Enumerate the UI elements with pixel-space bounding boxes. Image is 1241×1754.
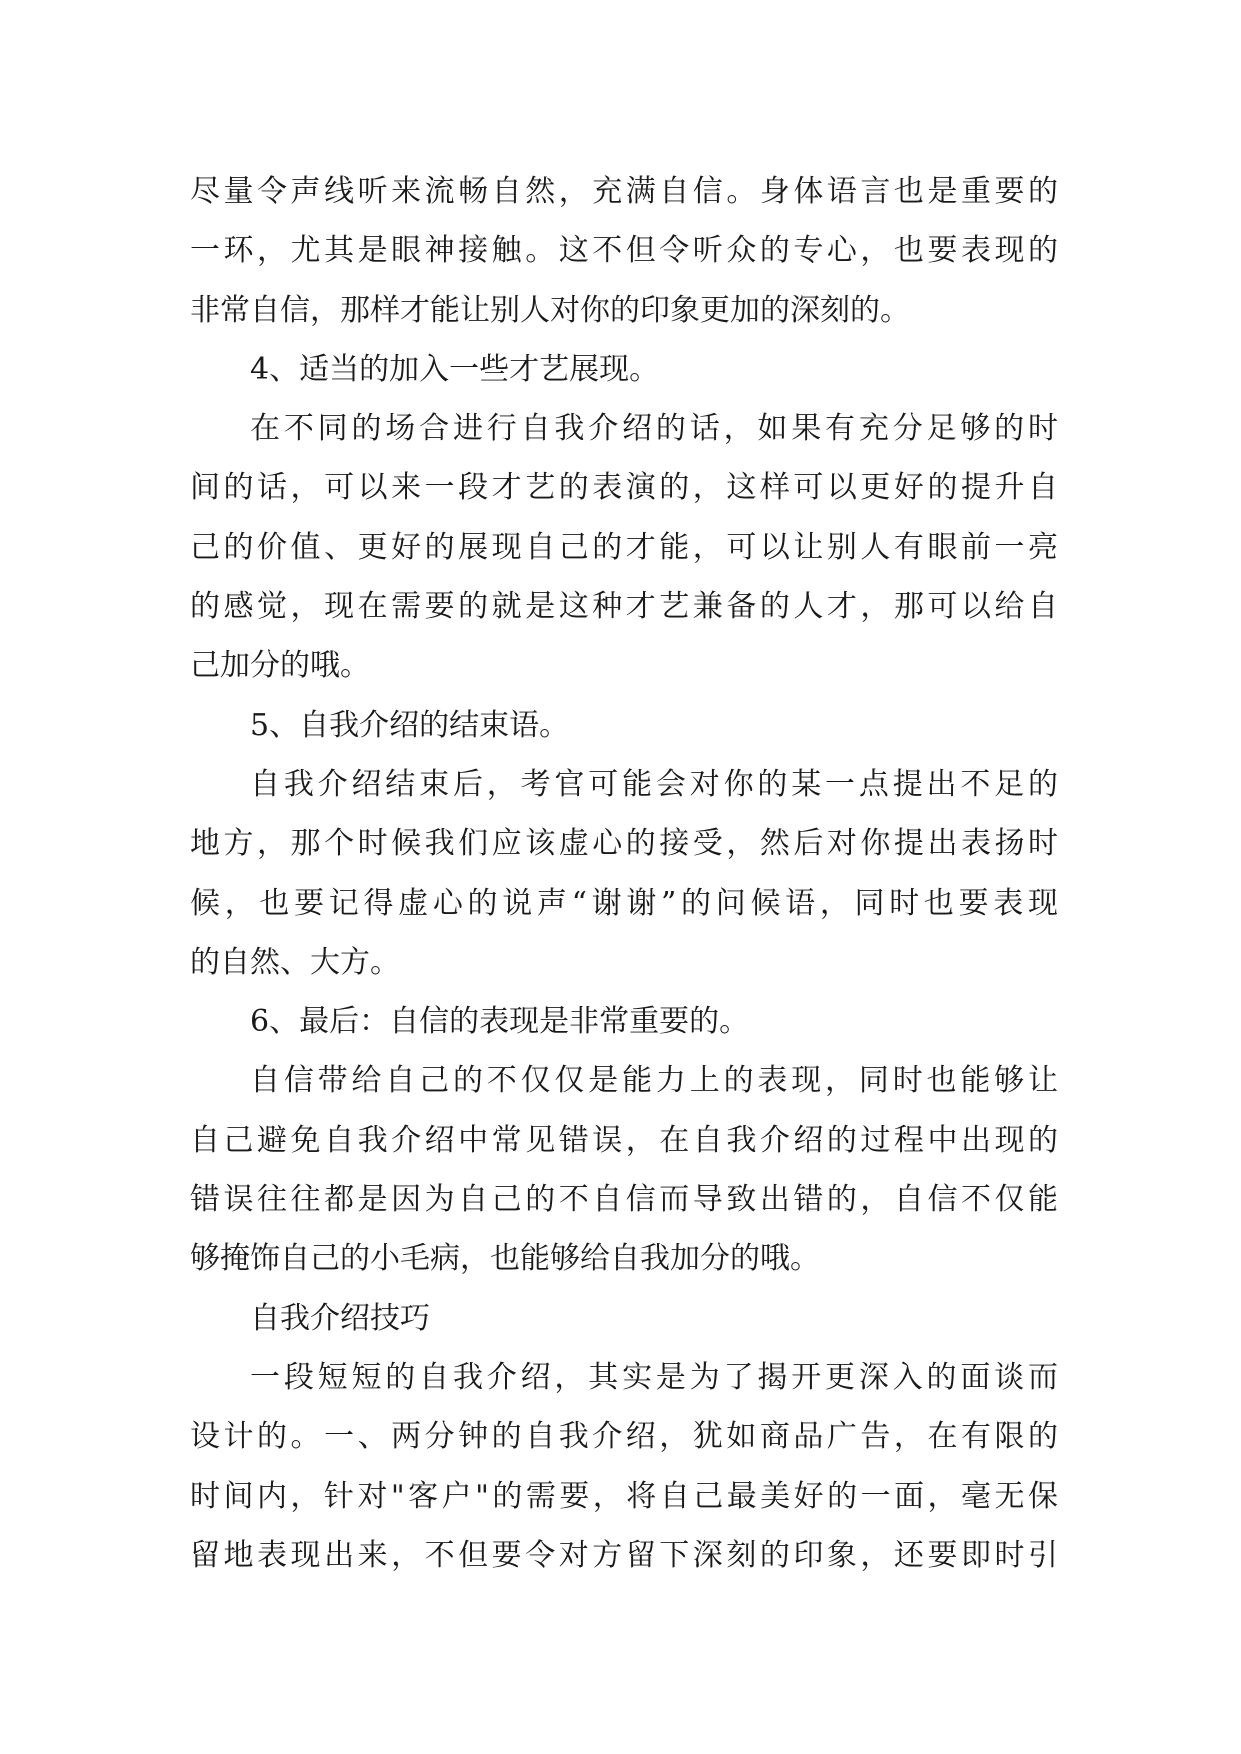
section-heading: 4、适当的加入一些才艺展现。 bbox=[250, 351, 660, 387]
text-line: 一环，尤其是眼神接触。这不但令听众的专心，也要表现的 bbox=[190, 233, 1058, 269]
text-line: 的感觉，现在需要的就是这种才艺兼备的人才，那可以给自 bbox=[190, 589, 1058, 625]
text-line: 尽量令声线听来流畅自然，充满自信。身体语言也是重要的 bbox=[190, 174, 1058, 209]
text-line: 一段短短的自我介绍，其实是为了揭开更深入的面谈而 bbox=[250, 1359, 1058, 1395]
text-line: 地方，那个时候我们应该虚心的接受，然后对你提出表扬时 bbox=[190, 826, 1058, 862]
section-heading: 自我介绍技巧 bbox=[250, 1300, 430, 1336]
text-line: 非常自信，那样才能让别人对你的印象更加的深刻的。 bbox=[190, 292, 910, 328]
text-line: 自我介绍结束后，考官可能会对你的某一点提出不足的 bbox=[250, 766, 1058, 802]
text-line: 时间内，针对"客户"的需要，将自己最美好的一面，毫无保 bbox=[190, 1478, 1058, 1514]
text-line: 自己避免自我介绍中常见错误，在自我介绍的过程中出现的 bbox=[190, 1122, 1058, 1158]
text-line: 在不同的场合进行自我介绍的话，如果有充分足够的时 bbox=[250, 411, 1058, 447]
text-line: 己加分的哦。 bbox=[190, 648, 370, 684]
body-text bbox=[190, 162, 1058, 1585]
text-line: 够掩饰自己的小毛病，也能够给自我加分的哦。 bbox=[190, 1241, 820, 1277]
text-line: 候，也要记得虚心的说声“谢谢”的问候语，同时也要表现 bbox=[190, 885, 1058, 921]
section-heading: 6、最后：自信的表现是非常重要的。 bbox=[250, 1004, 750, 1040]
text-line: 留地表现出来，不但要令对方留下深刻的印象，还要即时引 bbox=[190, 1537, 1058, 1573]
text-line: 设计的。一、两分钟的自我介绍，犹如商品广告，在有限的 bbox=[190, 1419, 1058, 1455]
text-line: 间的话，可以来一段才艺的表演的，这样可以更好的提升自 bbox=[190, 470, 1058, 506]
section-heading: 5、自我介绍的结束语。 bbox=[250, 707, 570, 743]
text-line: 错误往往都是因为自己的不自信而导致出错的，自信不仅能 bbox=[190, 1182, 1058, 1218]
text-line: 己的价值、更好的展现自己的才能，可以让别人有眼前一亮 bbox=[190, 529, 1058, 565]
text-line: 的自然、大方。 bbox=[190, 944, 400, 980]
text-line: 自信带给自己的不仅仅是能力上的表现，同时也能够让 bbox=[250, 1063, 1058, 1099]
